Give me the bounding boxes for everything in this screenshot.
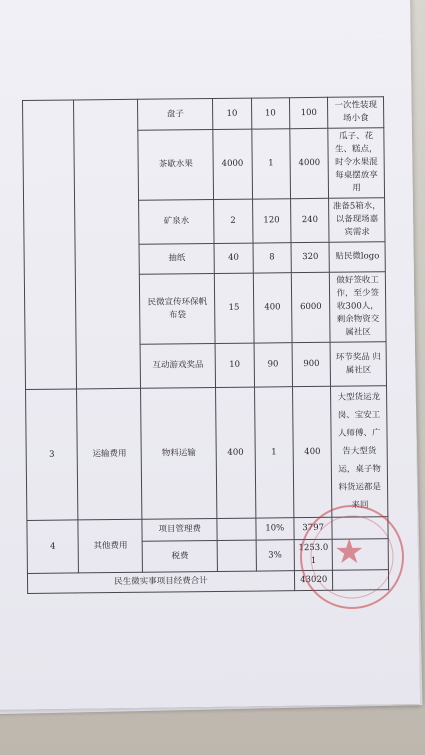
item-cell: 民微宣传环保帆布袋	[140, 273, 215, 344]
qty-cell: 10	[251, 98, 290, 129]
qty-cell: 90	[254, 343, 293, 387]
no-cell	[23, 100, 77, 390]
qty-cell: 8	[253, 243, 292, 273]
item-cell: 盘子	[138, 99, 213, 131]
qty-cell: 120	[252, 199, 291, 243]
total-cell: 4000	[290, 128, 329, 198]
category-cell: 其他费用	[78, 519, 143, 573]
note-cell: 贴民微logo	[329, 242, 385, 273]
item-cell: 矿泉水	[139, 199, 214, 244]
price-cell: 2	[214, 199, 253, 243]
item-cell: 税费	[142, 540, 217, 572]
qty-cell: 10%	[255, 518, 294, 540]
note-cell: 大型货运龙岗、宝安工人师傅、广告大型货运，桌子物料货运都是来回	[331, 386, 388, 518]
item-cell: 互动游戏奖品	[140, 343, 215, 388]
note-cell: 瓜子、花生、糕点，时令水果混每桌摆放享用	[328, 128, 384, 199]
total-cell: 3797	[294, 517, 333, 539]
price-cell	[217, 540, 256, 571]
price-cell: 15	[214, 273, 253, 343]
red-seal-stamp	[300, 505, 404, 609]
category-cell	[74, 99, 141, 389]
category-cell: 运输费用	[77, 388, 142, 520]
item-cell: 物料运输	[141, 387, 217, 519]
no-cell: 4	[27, 520, 79, 574]
star-icon: ★	[334, 532, 365, 572]
item-cell: 茶歇水果	[138, 130, 213, 201]
price-cell: 10	[215, 343, 254, 387]
summary-label: 民生微实事项目经费合计	[27, 571, 294, 594]
table-row	[23, 97, 384, 132]
total-cell: 240	[291, 198, 330, 242]
total-cell: 900	[292, 342, 331, 386]
price-cell: 4000	[213, 129, 252, 199]
no-cell: 3	[26, 389, 79, 521]
total-cell: 320	[291, 242, 330, 272]
price-cell: 40	[214, 243, 253, 273]
note-cell: 环节奖品 归属社区	[330, 342, 386, 387]
note-cell: 准备5箱水，以备现场嘉宾需求	[329, 198, 385, 243]
total-cell: 400	[292, 386, 332, 517]
qty-cell: 1	[251, 129, 290, 199]
summary-total: 43020	[294, 570, 333, 590]
total-cell: 1253.01	[294, 539, 333, 570]
qty-cell: 1	[254, 387, 294, 518]
item-cell: 项目管理费	[142, 518, 217, 541]
note-cell: 做好签收工作，至少签收300人，剩余物资交属社区	[330, 272, 386, 343]
table-row	[26, 386, 388, 521]
price-cell	[217, 518, 256, 540]
item-cell: 抽纸	[139, 243, 214, 274]
total-cell: 100	[289, 97, 328, 128]
total-cell: 6000	[291, 272, 330, 342]
price-cell: 400	[216, 387, 256, 518]
note-cell: 一次性装现场小食	[328, 97, 384, 129]
price-cell: 10	[213, 98, 252, 129]
qty-cell: 400	[253, 273, 292, 343]
qty-cell: 3%	[256, 540, 295, 571]
